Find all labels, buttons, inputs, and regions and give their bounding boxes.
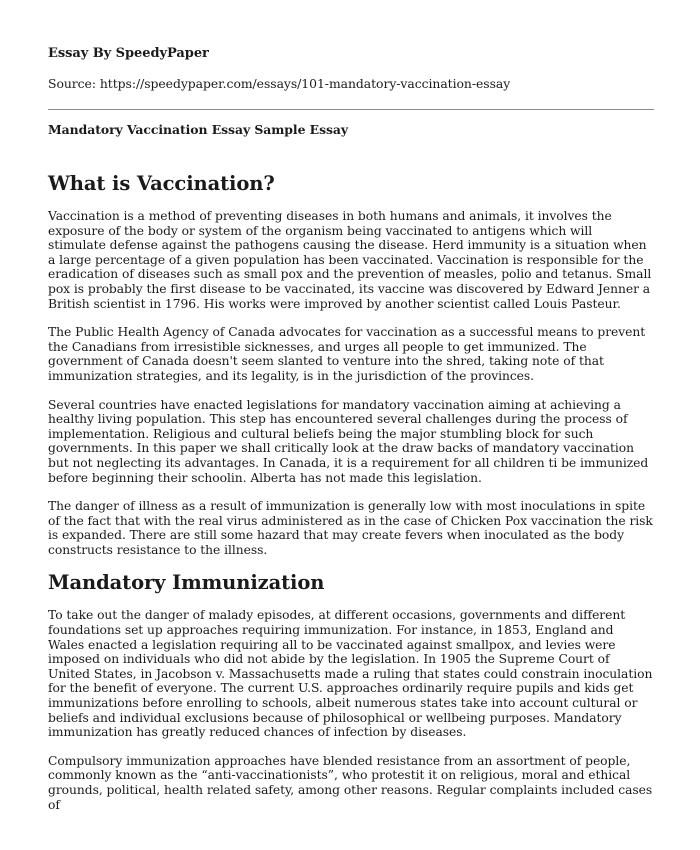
paragraph: Several countries have enacted legislations for mandatory vaccination aiming at achieving a healthy living population. This step has encountered several challenges during the process of implementation. Religious and cultural beliefs being the major stumbling block for such governments. In this paper we shall critically look at the draw backs of mandatory vaccination but not neglecting its advantages. In Canada, it is a requirement for all children ti be immunized before beginning their schoolin. Alberta has not made this legislation.	[48, 397, 649, 485]
section-heading-mandatory-immunization: Mandatory Immunization	[48, 571, 325, 595]
header-divider	[48, 109, 654, 110]
paragraph: The Public Health Agency of Canada advocates for vaccination as a successful means to prevent the Canadians from irresistible sicknesses, and urges all people to get immunized. The government of Canada doesn't seem slanted to venture into the shred, taking note of that immunization strategies, and its legality, is in the jurisdiction of the provinces.	[48, 325, 646, 383]
essay-byline: Essay By SpeedyPaper	[48, 46, 209, 61]
paragraph: The danger of illness as a result of immunization is generally low with most inoculations in spite of the fact that with the real virus administered as in the case of Chicken Pox vaccination the risk is expanded. There are still some hazard that may create fevers when inoculated as the body constructs resistance to the illness.	[48, 499, 653, 557]
paragraph: To take out the danger of malady episodes, at different occasions, governments and different foundations set up approaches requiring immunization. For instance, in 1853, England and Wales enacted a legislation requiring all to be vaccinated against smallpox, and levies were imposed on individuals who did not abide by the legislation. In 1905 the Supreme Court of United States, in Jacobson v. Massachusetts made a ruling that states could constrain inoculation for the benefit of everyone. The current U.S. approaches ordinarily require pupils and kids get immunizations before enrolling to schools, albeit numerous states take into account cultural or beliefs and individual exclusions because of philosophical or wellbeing purposes. Mandatory immunization has greatly reduced chances of infection by diseases.	[48, 608, 653, 740]
section-heading-what-is-vaccination: What is Vaccination?	[48, 172, 275, 195]
paragraph: Compulsory immunization approaches have blended resistance from an assortment of people, commonly known as the “anti-vaccinationists”, who protestit it on religious, moral and ethical grounds, political, health related safety, among other reasons. Regular complaints included cases of	[48, 753, 653, 812]
paragraph: Vaccination is a method of preventing diseases in both humans and animals, it involves the exposure of the body or system of the organism being vaccinated to antigens which will stimulate defense against the pathogens causing the disease. Herd immunity is a situation when a large percentage of a given population has been vaccinated. Vaccination is responsible for the eradication of diseases such as small pox and the prevention of measles, polio and tetanus. Small pox is probably the first disease to be vaccinated, its vaccine was discovered by Edward Jenner a British scientist in 1796. His works were improved by another scientist called Louis Pasteur.	[48, 209, 652, 311]
essay-body	[48, 172, 653, 826]
document-title: Mandatory Vaccination Essay Sample Essay	[48, 122, 349, 137]
document-header	[48, 46, 658, 92]
essay-source-link[interactable]: Source: https://speedypaper.com/essays/101-mandatory-vaccination-essay	[48, 76, 511, 91]
